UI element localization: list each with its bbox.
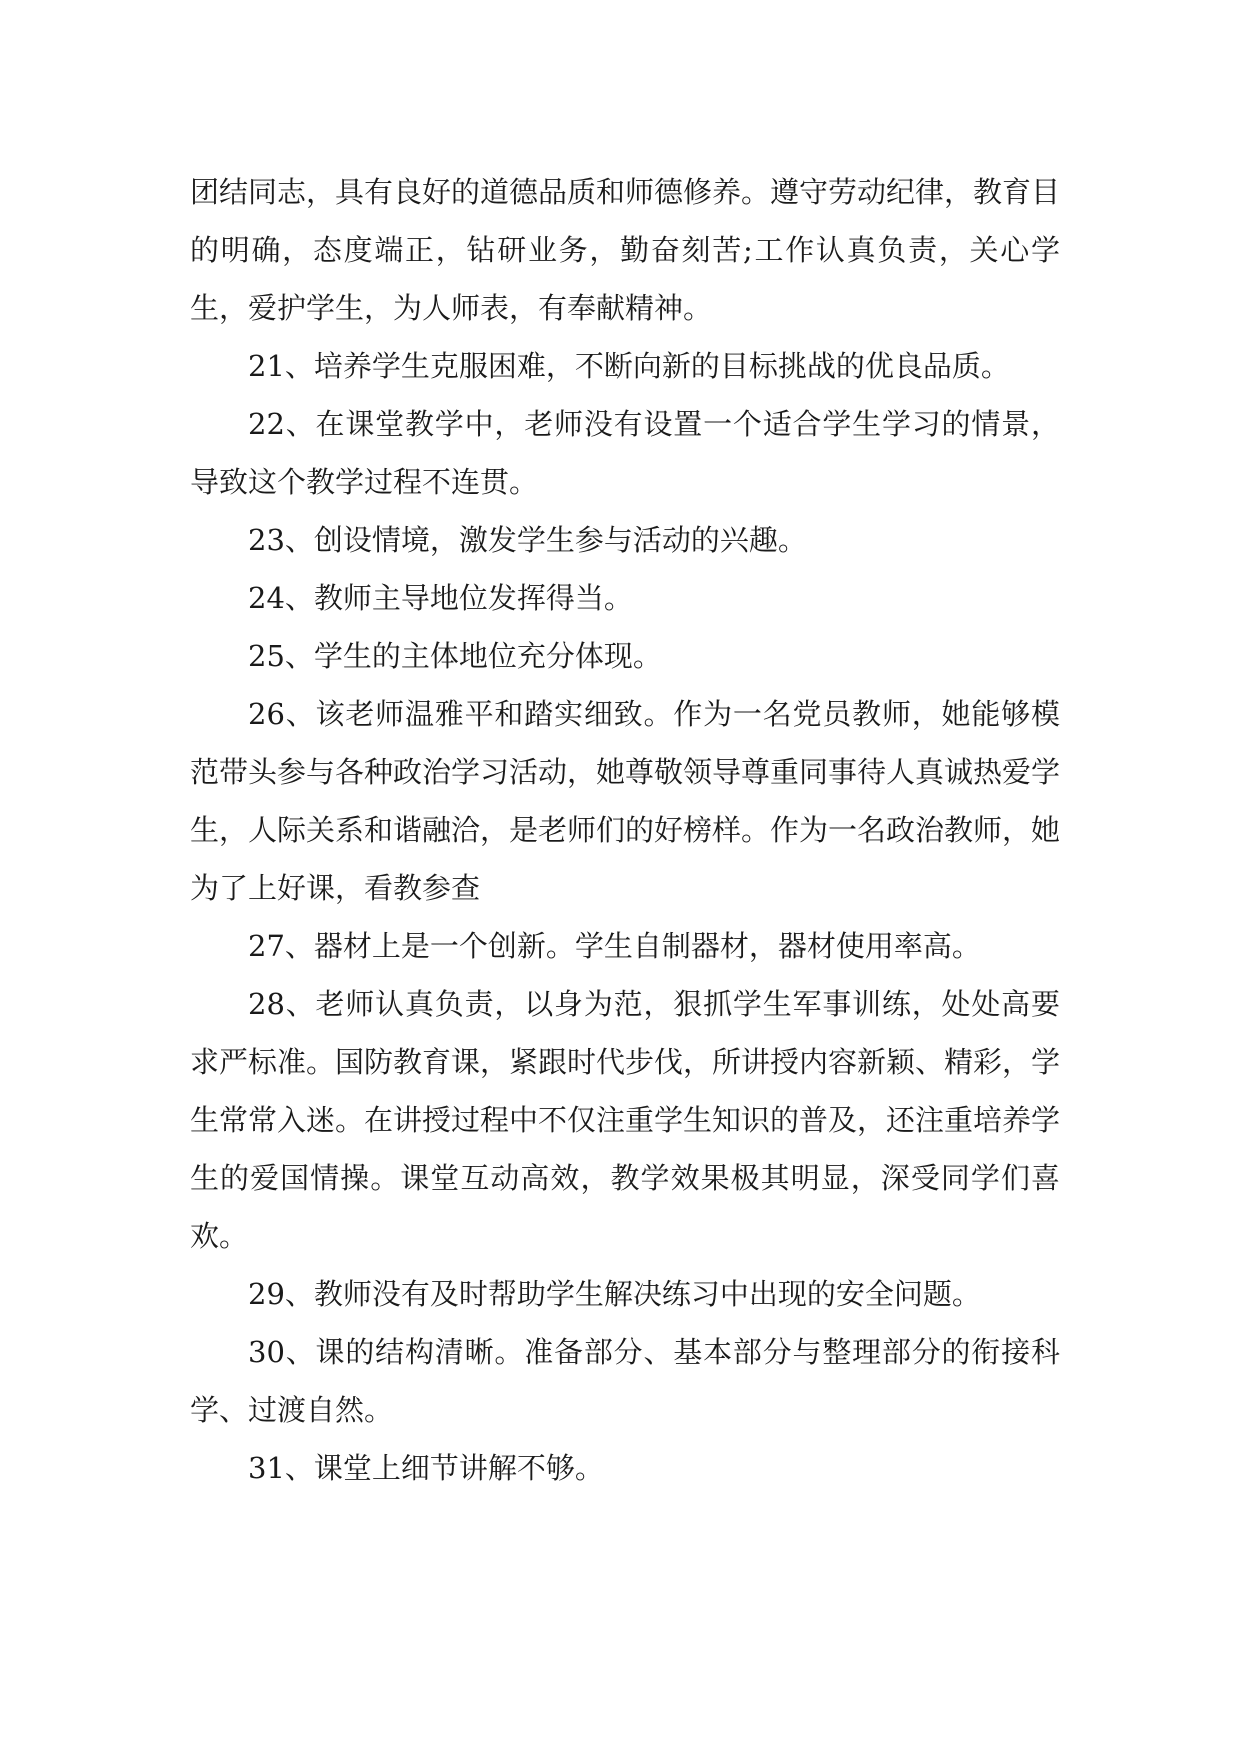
- paragraph-item-30: 30、课的结构清晰。准备部分、基本部分与整理部分的衔接科学、过渡自然。: [190, 1335, 1060, 1427]
- paragraph-item-26: 26、该老师温雅平和踏实细致。作为一名党员教师，她能够模范带头参与各种政治学习活动，她尊敬领导尊重同事待人真诚热爱学生，人际关系和谐融洽，是老师们的好榜样。作为一名政治教师，她为了上好课，看教参查: [190, 697, 1061, 905]
- document-body: [190, 163, 1060, 1497]
- paragraph-item-29: 29、教师没有及时帮助学生解决练习中出现的安全问题。: [248, 1277, 981, 1311]
- paragraph-item-23: 23、创设情境，激发学生参与活动的兴趣。: [248, 523, 807, 557]
- paragraph-item-27: 27、器材上是一个创新。学生自制器材，器材使用率高。: [248, 929, 981, 963]
- paragraph-item-24: 24、教师主导地位发挥得当。: [248, 581, 633, 615]
- paragraph-item-21: 21、培养学生克服困难，不断向新的目标挑战的优良品质。: [248, 349, 1010, 383]
- paragraph-item-28: 28、老师认真负责，以身为范，狠抓学生军事训练，处处高要求严标准。国防教育课，紧跟时代步伐，所讲授内容新颖、精彩，学生常常入迷。在讲授过程中不仅注重学生知识的普及，还注重培养学生的爱国情操。课堂互动高效，教学效果极其明显，深受同学们喜欢。: [190, 987, 1061, 1253]
- paragraph-item-31: 31、课堂上细节讲解不够。: [248, 1451, 604, 1485]
- paragraph-continuation: 团结同志，具有良好的道德品质和师德修养。遵守劳动纪律，教育目的明确，态度端正，钻研业务，勤奋刻苦;工作认真负责，关心学生，爱护学生，为人师表，有奉献精神。: [190, 175, 1061, 325]
- paragraph-item-22: 22、在课堂教学中，老师没有设置一个适合学生学习的情景，导致这个教学过程不连贯。: [190, 407, 1060, 499]
- paragraph-item-25: 25、学生的主体地位充分体现。: [248, 639, 662, 673]
